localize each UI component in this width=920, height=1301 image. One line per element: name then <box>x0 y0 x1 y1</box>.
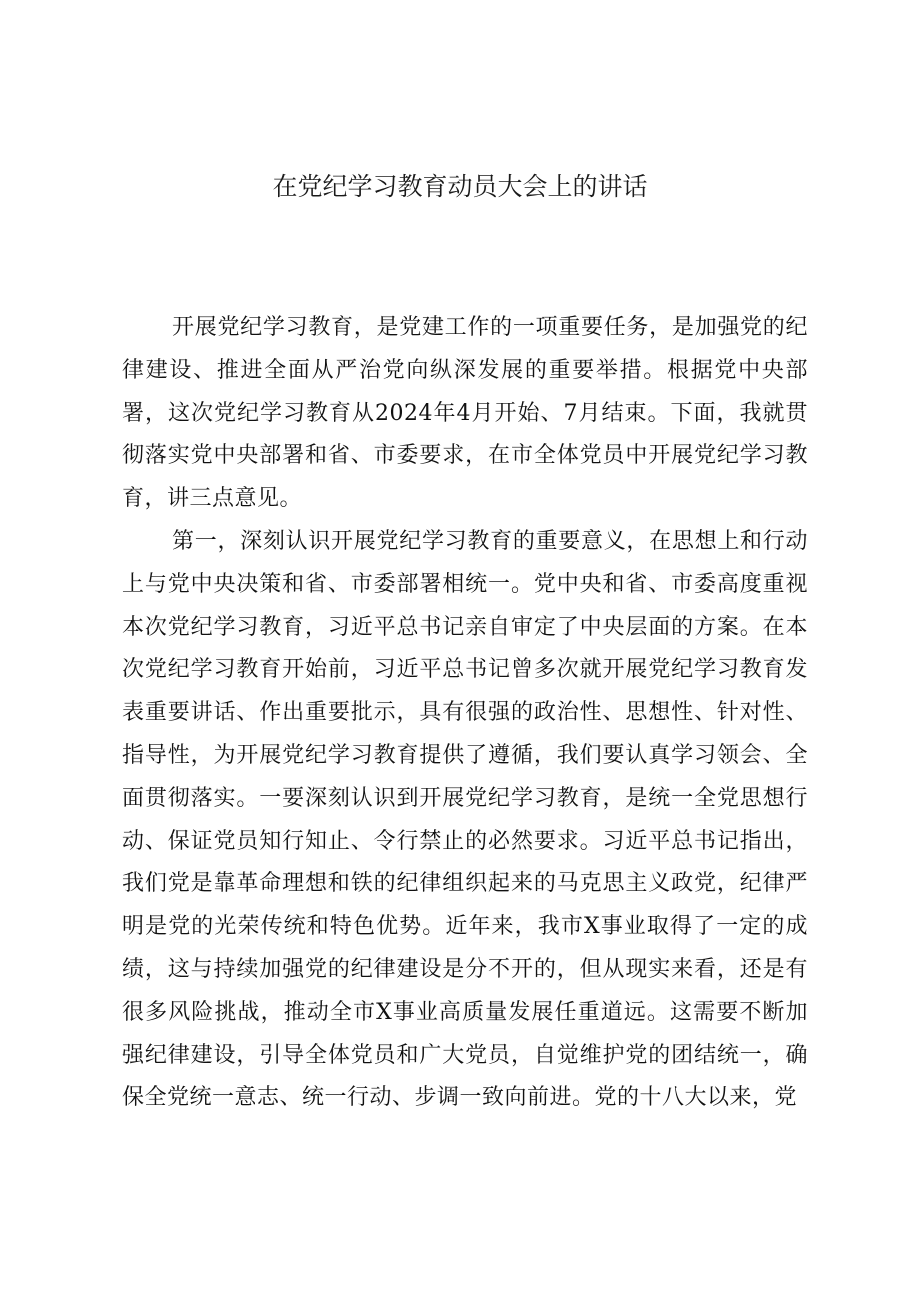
document-body <box>122 307 808 1120</box>
paragraph-point-one: 第一，深刻认识开展党纪学习教育的重要意义，在思想上和行动上与党中央决策和省、市委部署相统一。党中央和省、市委高度重视本次党纪学习教育，习近平总书记亲自审定了中央层面的方案。在本次党纪学习教育开始前，习近平总书记曾多次就开展党纪学习教育发表重要讲话、作出重要批示，具有很强的政治性、思想性、针对性、指导性，为开展党纪学习教育提供了遵循，我们要认真学习领会、全面贯彻落实。一要深刻认识到开展党纪学习教育，是统一全党思想行动、保证党员知行知止、令行禁止的必然要求。习近平总书记指出，我们党是靠革命理想和铁的纪律组织起来的马克思主义政党，纪律严明是党的光荣传统和特色优势。近年来，我市X事业取得了一定的成绩，这与持续加强党的纪律建设是分不开的，但从现实来看，还是有很多风险挑战，推动全市X事业高质量发展任重道远。这需要不断加强纪律建设，引导全体党员和广大党员，自觉维护党的团结统一，确保全党统一意志、统一行动、步调一致向前进。党的十八大以来，党 <box>122 528 808 1111</box>
document-title: 在党纪学习教育动员大会上的讲话 <box>272 172 648 201</box>
paragraph-intro: 开展党纪学习教育，是党建工作的一项重要任务，是加强党的纪律建设、推进全面从严治党向纵深发展的重要举措。根据党中央部署，这次党纪学习教育从2024年4月开始、7月结束。下面，我就贯彻落实党中央部署和省、市委要求，在市全体党员中开展党纪学习教育，讲三点意见。 <box>122 315 808 512</box>
